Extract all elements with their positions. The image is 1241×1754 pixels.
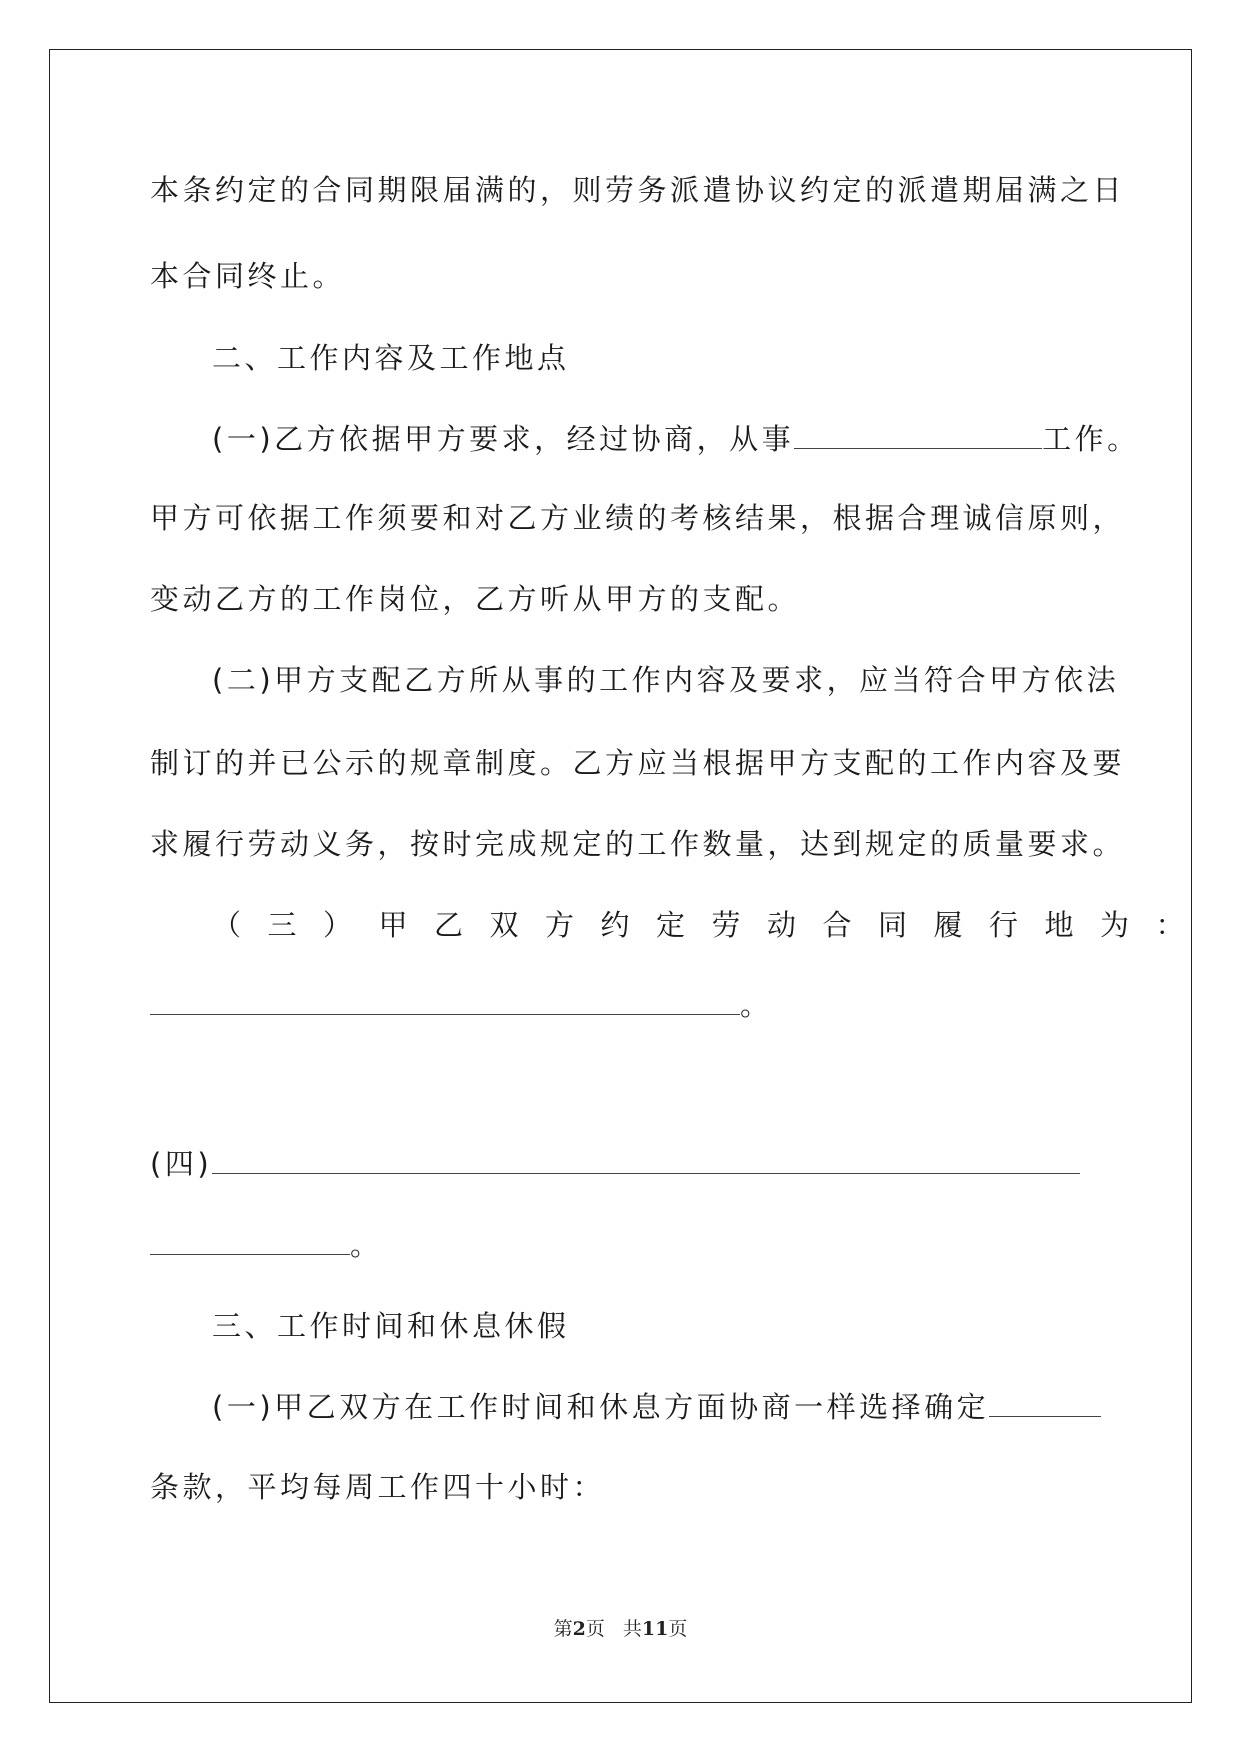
paragraph-line	[150, 987, 773, 1023]
paragraph-line: 制订的并已公示的规章制度。乙方应当根据甲方支配的工作内容及要	[150, 746, 1126, 780]
footer-total-suffix: 页	[668, 1618, 688, 1640]
fill-in-blank[interactable]	[150, 992, 740, 1015]
clause-text: (一)甲乙双方在工作时间和休息方面协商一样选择确定	[212, 1390, 990, 1424]
page-footer	[0, 1614, 1241, 1641]
paragraph-line: 变动乙方的工作岗位，乙方听从甲方的支配。	[150, 582, 801, 616]
fill-in-blank[interactable]	[989, 1394, 1101, 1417]
paragraph-line	[150, 1227, 383, 1263]
footer-current-prefix: 第	[553, 1618, 573, 1640]
fill-in-blank[interactable]	[212, 1151, 1080, 1174]
fill-in-blank[interactable]	[150, 1232, 350, 1255]
fill-in-blank[interactable]	[794, 426, 1042, 449]
footer-total-pages: 11	[641, 1618, 669, 1640]
paragraph-line: 条款，平均每周工作四十小时：	[150, 1470, 606, 1504]
section-heading: 三、工作时间和休息休假	[212, 1309, 570, 1343]
section-heading: 二、工作内容及工作地点	[212, 341, 570, 375]
clause-label: (四)	[150, 1147, 213, 1181]
period: 。	[740, 988, 773, 1022]
paragraph-line: 甲方可依据工作须要和对乙方业绩的考核结果，根据合理诚信原则，	[150, 501, 1126, 535]
footer-total-prefix: 共	[622, 1618, 642, 1640]
paragraph-line	[212, 421, 1140, 457]
paragraph-line: 本条约定的合同期限届满的，则劳务派遣协议约定的派遣期届满之日	[150, 173, 1126, 207]
paragraph-line: （三）甲乙双方约定劳动合同履行地为：	[212, 908, 1212, 942]
clause-text: (一)乙方依据甲方要求，经过协商，从事	[212, 422, 795, 456]
clause-text-end: 工作。	[1042, 422, 1140, 456]
footer-current-page: 2	[572, 1618, 586, 1640]
paragraph-line: 求履行劳动义务，按时完成规定的工作数量，达到规定的质量要求。	[150, 827, 1126, 861]
paragraph-line	[212, 1389, 1101, 1425]
paragraph-line: 本合同终止。	[150, 259, 346, 293]
paragraph-line: (二)甲方支配乙方所从事的工作内容及要求，应当符合甲方依法	[212, 663, 1120, 697]
page-border	[49, 49, 1192, 1703]
footer-current-suffix: 页	[585, 1618, 605, 1640]
paragraph-line	[150, 1146, 1080, 1182]
period: 。	[350, 1228, 383, 1262]
